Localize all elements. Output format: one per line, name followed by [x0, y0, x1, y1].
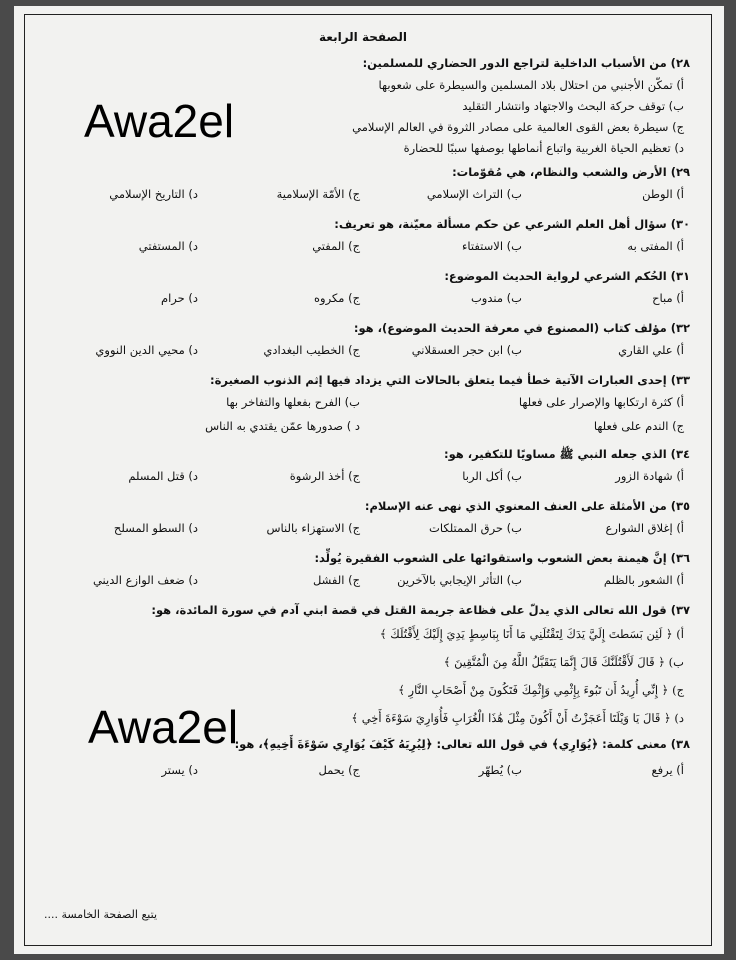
q38-option-b: ب) يُطهّر: [478, 763, 522, 777]
q31-option-a: أ) مباح: [652, 291, 684, 305]
q38-option-a: أ) يرفع: [651, 763, 684, 777]
q35-option-c: ج) الاستهزاء بالناس: [266, 521, 360, 535]
watermark-top: Awa2el: [84, 95, 235, 147]
q29-option-d: د) التاريخ الإسلامي: [109, 187, 198, 201]
q38-option-d: د) يستر: [161, 763, 198, 777]
q34-option-b: ب) أكل الربا: [462, 469, 522, 483]
q36-option-a: أ) الشعور بالظلم: [603, 573, 684, 587]
q32-options: [36, 341, 690, 359]
question-29: ٢٩) الأرض والشعب والنظام، هي مُقوّمات:: [452, 165, 690, 179]
question-37: ٣٧) قول الله تعالى الذي يدلّ على فظاعة جريمة القتل في قصة ابني آدم في سورة المائدة، هو:: [151, 603, 690, 617]
q33-option-b: ب) الفرح بفعلها والتفاخر بها: [226, 395, 360, 409]
q33-option-c: ج) الندم على فعلها: [593, 419, 684, 433]
q37-option-c: ج) ﴿ إِنِّي أُرِيدُ أَن تَبُوءَ بِإِثْمِي وَإِثْمِكَ فَتَكُونَ مِنْ أَصْحَابِ النَّارِ ﴾: [398, 683, 684, 697]
q32-option-b: ب) ابن حجر العسقلاني: [411, 343, 522, 357]
q37-option-b: ب) ﴿ قَالَ لَأَقْتُلَنَّكَ قَالَ إِنَّمَا يَتَقَبَّلُ اللَّهُ مِنَ الْمُتَّقِينَ ﴾: [443, 655, 684, 669]
question-33: ٣٣) إحدى العبارات الآتية خطأ فيما يتعلق بالحالات التي يزداد فيها إثم الذنوب الصغيرة:: [210, 373, 690, 387]
question-32: ٣٢) مؤلف كتاب (المصنوع في معرفة الحديث الموضوع)، هو:: [353, 321, 690, 335]
q33-option-a: أ) كثرة ارتكابها والإصرار على فعلها: [518, 395, 684, 409]
q38-options: [36, 761, 690, 779]
q34-options: [36, 467, 690, 485]
q31-option-b: ب) مندوب: [470, 291, 522, 305]
q33-option-d: د ) صدورها عمّن يقتدي به الناس: [205, 419, 360, 433]
question-31: ٣١) الحُكم الشرعي لرواية الحديث الموضوع:: [444, 269, 690, 283]
q31-options: [36, 289, 690, 307]
watermark-bottom: Awa2el: [88, 701, 239, 753]
question-36: ٣٦) إنَّ هيمنة بعض الشعوب واستقوائها على الشعوب الفقيرة يُولِّد:: [314, 551, 690, 565]
q30-option-a: أ) المفتى به: [627, 239, 684, 253]
q34-option-c: ج) أخذ الرشوة: [289, 469, 360, 483]
q29-option-a: أ) الوطن: [642, 187, 684, 201]
q33-options-row2: [36, 417, 690, 435]
q36-option-b: ب) التأثر الإيجابي بالآخرين: [397, 573, 522, 587]
q35-options: [36, 519, 690, 537]
q31-option-d: د) حرام: [160, 291, 198, 305]
q35-option-b: ب) حرق الممتلكات: [429, 521, 522, 535]
q32-option-c: ج) الخطيب البغدادي: [263, 343, 360, 357]
q37-option-d: د) ﴿ قَالَ يَا وَيْلَتَا أَعَجَزْتُ أَنْ أَكُونَ مِثْلَ هَٰذَا الْغُرَابِ فَأُوَارِيَ سَوْءَةَ أَخِي ﴾: [351, 711, 684, 725]
question-30: ٣٠) سؤال أهل العلم الشرعي عن حكم مسألة معيّنة، هو تعريف:: [334, 217, 690, 231]
q28-option-a: أ) تمكّن الأجنبي من احتلال بلاد المسلمين والسيطرة على شعوبها: [378, 78, 684, 92]
page-footer: يتبع الصفحة الخامسة ....: [44, 908, 158, 921]
q30-option-d: د) المستفتي: [138, 239, 198, 253]
q30-options: [36, 237, 690, 255]
q32-option-d: د) محيي الدين النووي: [95, 343, 198, 357]
q31-option-c: ج) مكروه: [314, 291, 360, 305]
q38-option-c: ج) يحمل: [318, 763, 360, 777]
q37-option-a: أ) ﴿ لَئِن بَسَطتَ إِلَيَّ يَدَكَ لِتَقْتُلَنِي مَا أَنَا بِبَاسِطٍ يَدِيَ إِلَيْكَ لِأَقْتُلَكَ ﴾: [379, 627, 684, 641]
q30-option-b: ب) الاستفتاء: [461, 239, 522, 253]
exam-paper: [14, 6, 724, 954]
q28-option-d: د) تعظيم الحياة الغربية واتباع أنماطها بوصفها سببًا للحضارة: [403, 141, 684, 155]
q35-option-a: أ) إغلاق الشوارع: [605, 521, 684, 535]
question-34: ٣٤) الذي جعله النبي ﷺ مساويًا للتكفير، هو:: [444, 447, 690, 461]
q34-option-a: أ) شهادة الزور: [615, 469, 684, 483]
q36-option-c: ج) الفشل: [312, 573, 360, 587]
q30-option-c: ج) المفتي: [312, 239, 360, 253]
q36-options: [36, 571, 690, 589]
q28-option-c: ج) سيطرة بعض القوى العالمية على مصادر الثروة في العالم الإسلامي: [352, 120, 684, 134]
q36-option-d: د) ضعف الوازع الديني: [92, 573, 198, 587]
q28-option-b: ب) توقف حركة البحث والاجتهاد وانتشار التقليد: [462, 99, 684, 113]
q29-option-c: ج) الأمّة الإسلامية: [276, 187, 360, 201]
q35-option-d: د) السطو المسلح: [113, 521, 198, 535]
page-title: الصفحة الرابعة: [319, 30, 407, 44]
question-38: ٣٨) معنى كلمة: ﴿يُوَارِي﴾ في قول الله تعالى: ﴿لِيُرِيَهُ كَيْفَ يُوَارِي سَوْءَةَ أَخِيهِ﴾، هو:: [234, 737, 690, 751]
q34-option-d: د) قتل المسلم: [128, 469, 198, 483]
question-35: ٣٥) من الأمثلة على العنف المعنوي الذي نهى عنه الإسلام:: [364, 499, 690, 513]
q33-options-row1: [36, 393, 690, 411]
q32-option-a: أ) علي القاري: [618, 343, 684, 357]
question-28: ٢٨) من الأسباب الداخلية لتراجع الدور الحضاري للمسلمين:: [362, 56, 690, 70]
q29-options: [36, 185, 690, 203]
q29-option-b: ب) التراث الإسلامي: [426, 187, 522, 201]
